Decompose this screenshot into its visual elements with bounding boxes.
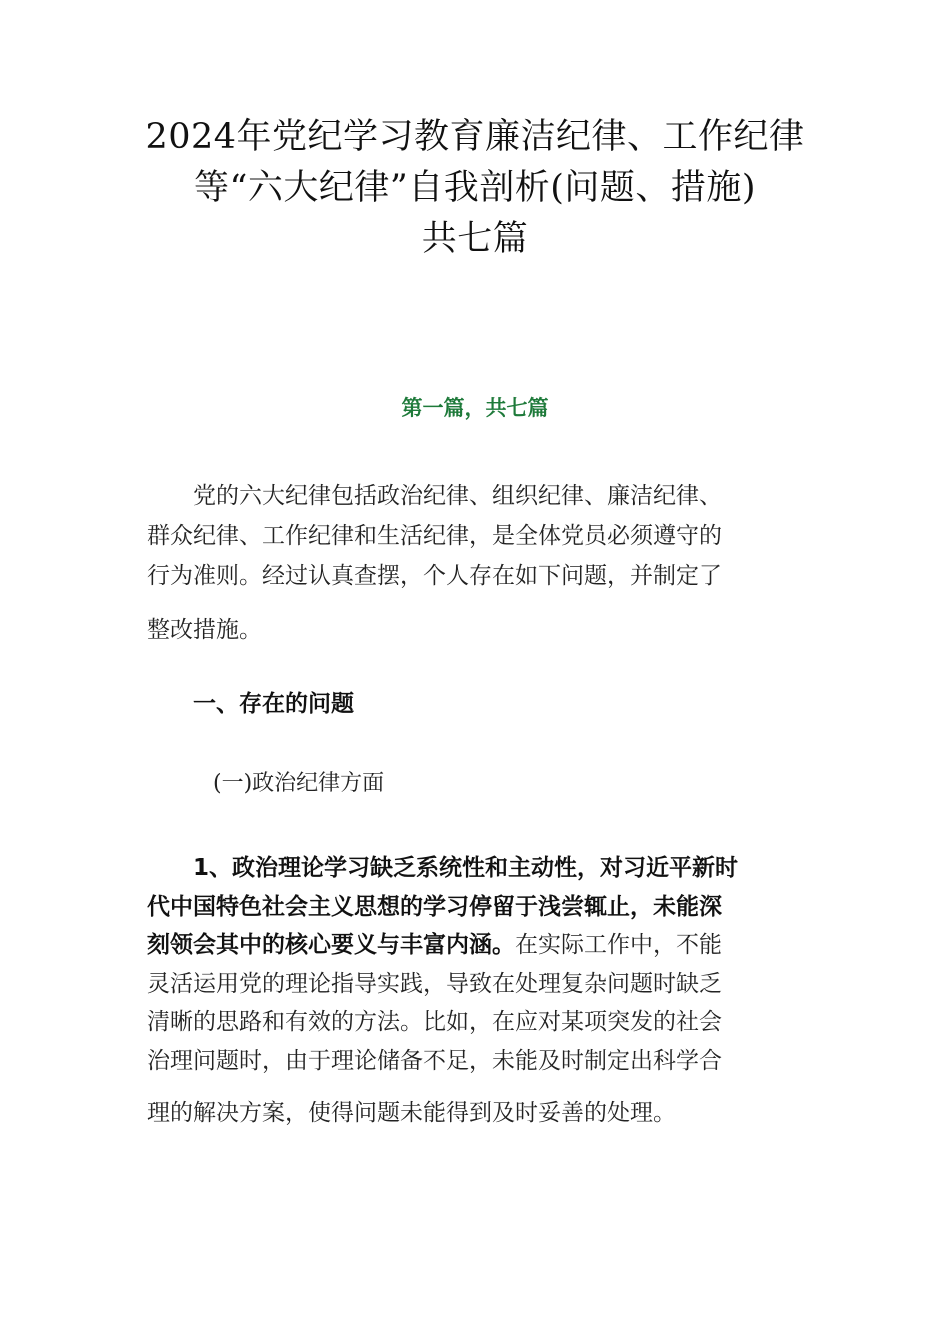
item1-bold-line-3: 刻领会其中的核心要义与丰富内涵。 (147, 932, 515, 958)
intro-line-1: 党的六大纪律包括政治纪律、组织纪律、廉洁纪律、 (193, 483, 722, 509)
title-line-3: 共七篇 (421, 219, 529, 259)
document-title (100, 112, 850, 265)
item1-inline-normal: 在实际工作中，不能 (515, 932, 722, 958)
item-paragraph-1 (147, 849, 803, 1133)
subsection-heading: (一)政治纪律方面 (213, 771, 385, 796)
item1-normal-line-1: 灵活运用党的理论指导实践，导致在处理复杂问题时缺乏 (147, 970, 722, 997)
item1-bold-line-1: 1、政治理论学习缺乏系统性和主动性，对习近平新时 (193, 855, 739, 881)
item1-mixed-line (147, 926, 803, 965)
item1-normal-line-2: 清晰的思路和有效的方法。比如，在应对某项突发的社会 (147, 1009, 722, 1035)
intro-line-3: 行为准则。经过认真查摆，个人存在如下问题，并制定了 (147, 563, 722, 589)
title-line-2: 等“六大纪律”自我剖析(问题、措施) (193, 168, 757, 208)
intro-line-4: 整改措施。 (147, 617, 262, 643)
part-subtitle: 第一篇，共七篇 (401, 396, 549, 420)
intro-paragraph (147, 476, 803, 650)
item1-normal-line-4: 理的解决方案，使得问题未能得到及时妥善的处理。 (147, 1100, 676, 1126)
section-heading: 一、存在的问题 (193, 691, 354, 717)
item1-bold-line-2: 代中国特色社会主义思想的学习停留于浅尝辄止，未能深 (147, 893, 722, 920)
title-line-1: 2024年党纪学习教育廉洁纪律、工作纪律 (145, 117, 805, 157)
intro-line-2: 群众纪律、工作纪律和生活纪律，是全体党员必须遵守的 (147, 523, 722, 549)
item1-normal-line-3: 治理问题时，由于理论储备不足，未能及时制定出科学合 (147, 1047, 722, 1074)
